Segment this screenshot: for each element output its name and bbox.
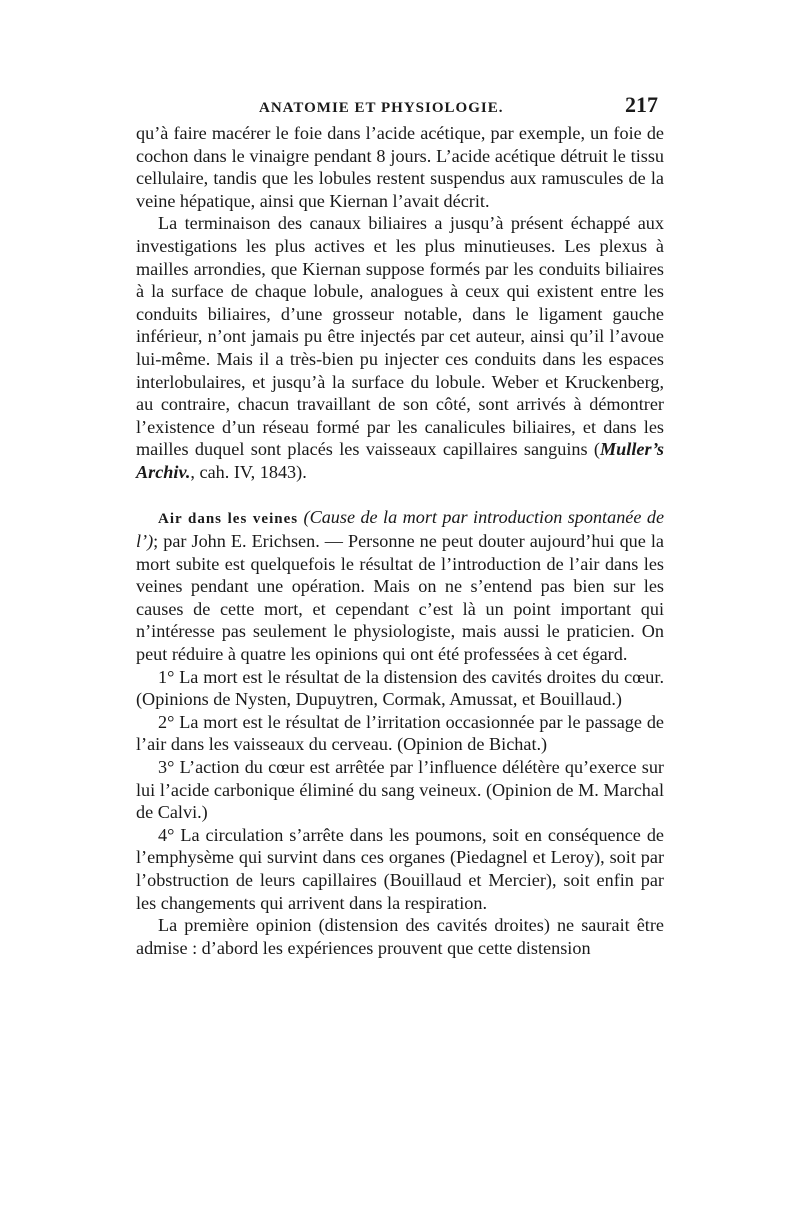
paragraph-4: 1° La mort est le résultat de la distension des cavités droites du cœur. (Opinions de Nysten, Dupuytren, Cormak, Amussat, et Bouillaud.): [136, 666, 664, 710]
paragraph-8: La première opinion (distension des cavités droites) ne saurait être admise : d’abord les expériences prouvent que cette distension: [136, 915, 664, 958]
paragraph-7: 4° La circulation s’arrête dans les poumons, soit en conséquence de l’emphysème qui survint dans ces organes (Piedagnel et Leroy), soit par l’obstruction de leurs capillaires (Bouillaud et Mercier), soit enfin par les changements qui arrivent dans la respiration.: [136, 824, 664, 913]
book-page: [136, 92, 664, 959]
page-header: [136, 92, 664, 122]
section-gap: [136, 484, 664, 506]
paragraph-3: ; par John E. Erichsen. — Personne ne peut douter aujourd’hui que la mort subite est quelquefois le résultat de l’introduction de l’air dans les veines pendant une opération. Mais on ne s’entend pas bien sur les causes de cette mort, et cependant c’est là un point important qui n’intéresse pas seulement le physiologiste, mais aussi le praticien. On peut réduire à quatre les opinions qui ont été professées à cet égard.: [136, 531, 664, 665]
paragraph-2-end: , cah. IV, 1843).: [190, 461, 307, 482]
paragraph-6: 3° L’action du cœur est arrêtée par l’influence délétère qu’exerce sur lui l’acide carbonique éliminé du sang veineux. (Opinion de M. Marchal de Calvi.): [136, 757, 664, 823]
paragraph-2: [136, 212, 664, 483]
section-heading: Air dans les veines: [158, 510, 299, 527]
paragraph-5: 2° La mort est le résultat de l’irritation occasionnée par le passage de l’air dans les vaisseaux du cerveau. (Opinion de Bichat.): [136, 711, 664, 755]
running-head: ANATOMIE ET PHYSIOLOGIE.: [259, 100, 504, 116]
page-number: 217: [625, 92, 658, 117]
citation-journal: Muller’s Archiv.: [136, 439, 664, 482]
section-paragraph: [136, 506, 664, 666]
section-subtitle: (Cause de la mort par introduction spontanée de l’): [136, 506, 665, 552]
paragraph-1: qu’à faire macérer le foie dans l’acide acétique, par exemple, un foie de cochon dans le vinaigre pendant 8 jours. L’acide acétique détruit le tissu cellulaire, tandis que les lobules restent suspendus aux ramuscules de la veine hépatique, ainsi que Kiernan l’avait décrit.: [136, 123, 664, 211]
paragraph-2-main: La terminaison des canaux biliaires a jusqu’à présent échappé aux investigations les plus actives et les plus minutieuses. Les plexus à mailles arrondies, que Kiernan suppose formés par les conduits biliaires à la surface de chaque lobule, analogues à ceux qui existent entre les conduits biliaires, d’une grosseur notable, dans le ligament gauche inférieur, n’ont jamais pu être injectés par cet auteur, ainsi qu’il l’avoue lui-même. Mais il a très-bien pu injecter ces conduits dans les espaces interlobulaires, et jusqu’à la surface du lobule. Weber et Kruckenberg, au contraire, chacun travaillant de son côté, sont arrivés à démontrer l’existence d’un réseau formé par les canalicules biliaires, et dans les mailles duquel sont placés les vaisseaux capillaires sanguins (: [136, 213, 664, 460]
